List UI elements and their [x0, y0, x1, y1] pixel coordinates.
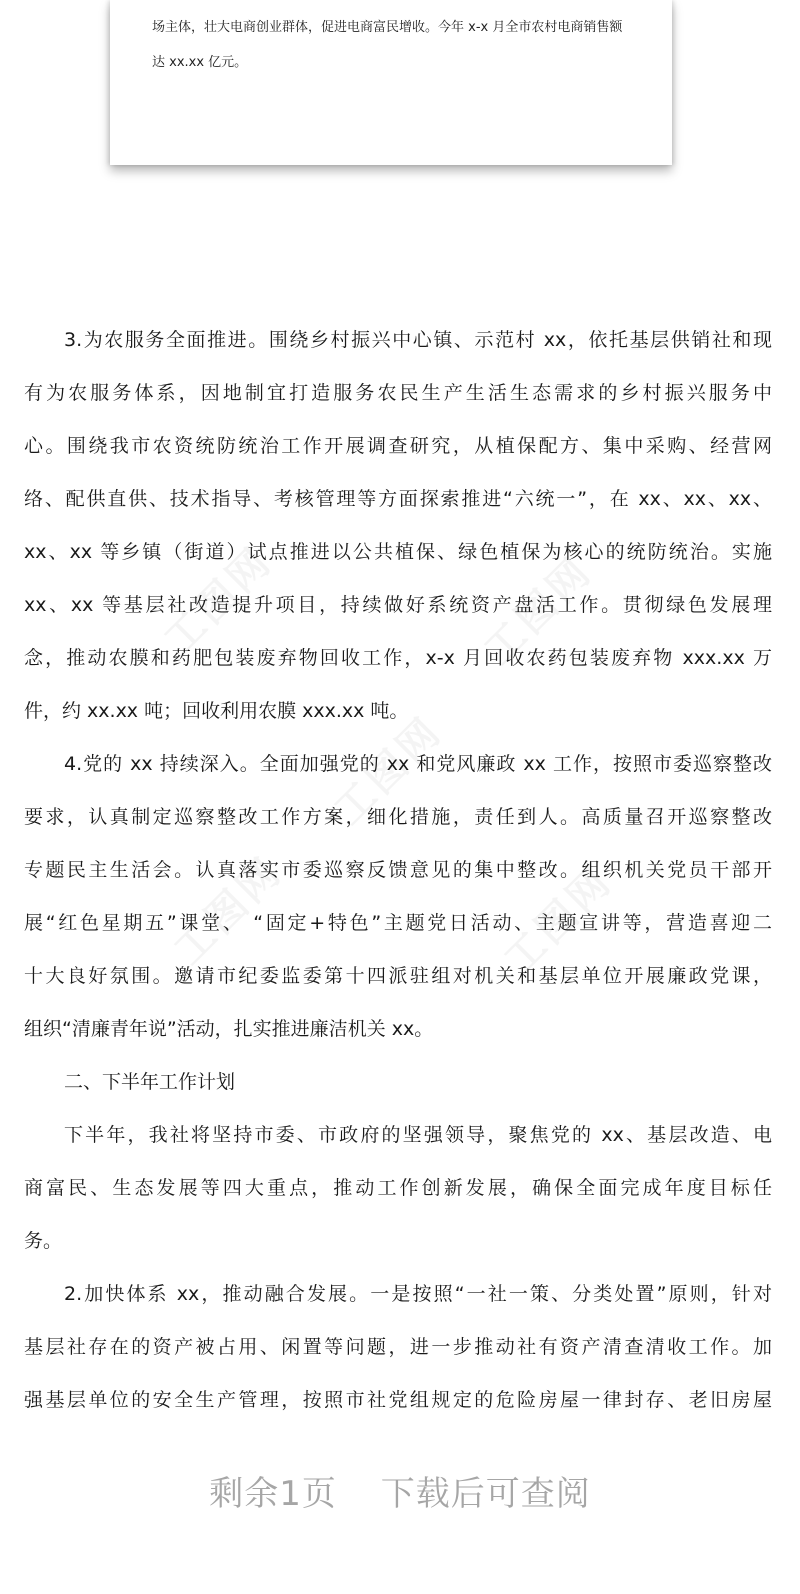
paragraph-line: 展“红色星期五”课堂、 “固定+特色”主题党日活动、主题宣讲等，营造喜迎二 — [24, 912, 772, 934]
card-text-line: 场主体，壮大电商创业群体，促进电商富民增收。今年 x-x 月全市农村电商销售额 — [152, 20, 623, 35]
paragraph-line: 件，约 xx.xx 吨；回收利用农膜 xxx.xx 吨。 — [24, 700, 409, 722]
paragraph-line: 念，推动农膜和药肥包装废弃物回收工作，x-x 月回收农药包装废弃物 xxx.xx 万 — [24, 647, 772, 669]
paragraph-line: 务。 — [24, 1230, 63, 1252]
section-heading: 二、下半年工作计划 — [64, 1071, 236, 1093]
remaining-pages-label: 剩余1页 — [209, 1474, 337, 1514]
download-to-view-label[interactable]: 下载后可查阅 — [380, 1474, 591, 1514]
paragraph-line: xx、xx 等基层社改造提升项目，持续做好系统资产盘活工作。贯彻绿色发展理 — [24, 594, 772, 616]
paragraph-line: 下半年，我社将坚持市委、市政府的坚强领导，聚焦党的 xx、基层改造、电 — [64, 1124, 772, 1146]
paragraph-line: xx、xx 等乡镇（街道）试点推进以公共植保、绿色植保为核心的统防统治。实施 — [24, 541, 772, 563]
paragraph-line: 基层社存在的资产被占用、闲置等问题，进一步推动社有资产清查清收工作。加 — [24, 1336, 772, 1358]
paragraph-line: 专题民主生活会。认真落实市委巡察反馈意见的集中整改。组织机关党员干部开 — [24, 859, 772, 881]
download-prompt[interactable] — [0, 1466, 800, 1515]
paragraph-line: 心。围绕我市农资统防统治工作开展调查研究，从植保配方、集中采购、经营网 — [24, 435, 772, 457]
paragraph-line: 络、配供直供、技术指导、考核管理等方面探索推进“六统一”，在 xx、xx、xx、 — [24, 488, 772, 510]
paragraph-line: 有为农服务体系，因地制宜打造服务农民生产生活生态需求的乡村振兴服务中 — [24, 382, 772, 404]
paragraph-line: 组织“清廉青年说”活动，扎实推进廉洁机关 xx。 — [24, 1018, 434, 1040]
card-text-line: 达 xx.xx 亿元。 — [152, 55, 248, 70]
paragraph-line: 4.党的 xx 持续深入。全面加强党的 xx 和党风廉政 xx 工作，按照市委巡察整改 — [64, 753, 772, 775]
paragraph-line: 要求，认真制定巡察整改工作方案，细化措施，责任到人。高质量召开巡察整改 — [24, 806, 772, 828]
page-preview-card — [110, 0, 672, 165]
paragraph-line: 强基层单位的安全生产管理，按照市社党组规定的危险房屋一律封存、老旧房屋 — [24, 1389, 772, 1411]
paragraph-line: 十大良好氛围。邀请市纪委监委第十四派驻组对机关和基层单位开展廉政党课， — [24, 965, 772, 987]
paragraph-line: 2.加快体系 xx，推动融合发展。一是按照“一社一策、分类处置”原则，针对 — [64, 1283, 772, 1305]
paragraph-line: 3.为农服务全面推进。围绕乡村振兴中心镇、示范村 xx，依托基层供销社和现 — [64, 329, 772, 351]
paragraph-line: 商富民、生态发展等四大重点，推动工作创新发展，确保全面完成年度目标任 — [24, 1177, 772, 1199]
